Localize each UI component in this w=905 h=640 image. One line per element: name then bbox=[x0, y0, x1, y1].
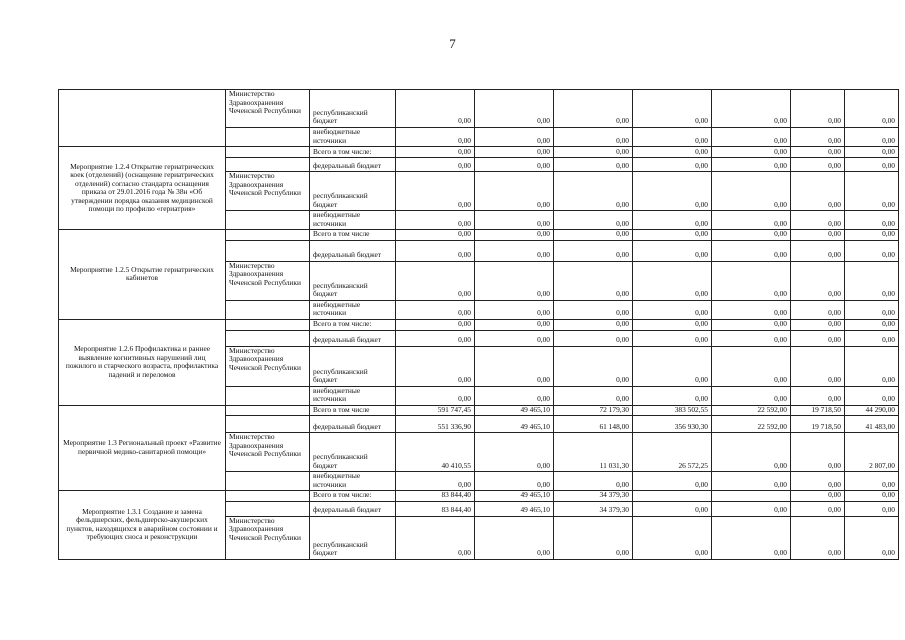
amount-cell bbox=[712, 491, 791, 502]
funding-source-cell: федеральный бюджет bbox=[310, 416, 396, 433]
amount-cell: 0,00 bbox=[712, 472, 791, 491]
amount-cell: 34 379,30 bbox=[554, 491, 633, 502]
executor-cell bbox=[226, 158, 310, 172]
amount-cell: 0,00 bbox=[396, 472, 475, 491]
executor-cell: Министерство Здравоохранения Чеченской Республики bbox=[226, 90, 310, 128]
amount-cell: 0,00 bbox=[554, 90, 633, 128]
amount-cell: 0,00 bbox=[475, 211, 554, 230]
amount-cell: 0,00 bbox=[791, 240, 845, 261]
amount-cell: 0,00 bbox=[791, 147, 845, 158]
event-name-cell: Мероприятие 1.2.6 Профилактика и раннее выявление когнитивных нарушений лиц пожилого и старческого возраста, профилактика падений и переломов bbox=[59, 319, 226, 405]
amount-cell: 19 718,50 bbox=[791, 416, 845, 433]
funding-source-cell: внебюджетные источники bbox=[310, 472, 396, 491]
amount-cell: 0,00 bbox=[712, 230, 791, 241]
amount-cell: 0,00 bbox=[475, 90, 554, 128]
amount-cell: 41 483,00 bbox=[845, 416, 899, 433]
amount-cell: 0,00 bbox=[791, 172, 845, 211]
funding-source-cell: Всего в том числе: bbox=[310, 319, 396, 330]
executor-cell bbox=[226, 147, 310, 158]
amount-cell: 0,00 bbox=[791, 386, 845, 405]
executor-cell bbox=[226, 128, 310, 147]
amount-cell: 0,00 bbox=[475, 230, 554, 241]
executor-cell: Министерство Здравоохранения Чеченской Республики bbox=[226, 172, 310, 211]
amount-cell: 383 502,55 bbox=[633, 405, 712, 416]
amount-cell: 0,00 bbox=[633, 300, 712, 319]
executor-cell bbox=[226, 405, 310, 416]
amount-cell: 591 747,45 bbox=[396, 405, 475, 416]
amount-cell: 0,00 bbox=[475, 158, 554, 172]
amount-cell: 0,00 bbox=[633, 128, 712, 147]
amount-cell: 0,00 bbox=[396, 330, 475, 346]
amount-cell: 0,00 bbox=[791, 491, 845, 502]
amount-cell: 0,00 bbox=[712, 433, 791, 472]
amount-cell: 0,00 bbox=[633, 346, 712, 386]
amount-cell: 0,00 bbox=[845, 240, 899, 261]
executor-cell bbox=[226, 319, 310, 330]
amount-cell: 0,00 bbox=[475, 300, 554, 319]
amount-cell: 0,00 bbox=[633, 386, 712, 405]
amount-cell: 0,00 bbox=[396, 346, 475, 386]
amount-cell: 0,00 bbox=[845, 230, 899, 241]
amount-cell: 0,00 bbox=[475, 261, 554, 300]
table-row bbox=[59, 405, 899, 416]
amount-cell: 0,00 bbox=[712, 90, 791, 128]
amount-cell: 0,00 bbox=[396, 158, 475, 172]
amount-cell: 0,00 bbox=[633, 516, 712, 559]
amount-cell: 0,00 bbox=[554, 346, 633, 386]
amount-cell: 0,00 bbox=[554, 300, 633, 319]
amount-cell: 0,00 bbox=[633, 261, 712, 300]
amount-cell: 0,00 bbox=[845, 128, 899, 147]
executor-cell bbox=[226, 300, 310, 319]
event-name-cell: Мероприятие 1.3 Региональный проект «Развитие первичной медико-санитарной помощи» bbox=[59, 405, 226, 491]
amount-cell: 0,00 bbox=[633, 472, 712, 491]
funding-source-cell: республиканский бюджет bbox=[310, 90, 396, 128]
funding-source-cell: внебюджетные источники bbox=[310, 128, 396, 147]
amount-cell: 83 844,40 bbox=[396, 501, 475, 516]
amount-cell: 0,00 bbox=[554, 211, 633, 230]
amount-cell: 0,00 bbox=[633, 501, 712, 516]
funding-source-cell: федеральный бюджет bbox=[310, 158, 396, 172]
amount-cell: 0,00 bbox=[475, 386, 554, 405]
executor-cell bbox=[226, 416, 310, 433]
amount-cell: 0,00 bbox=[475, 516, 554, 559]
table-row bbox=[59, 90, 899, 128]
amount-cell: 0,00 bbox=[396, 90, 475, 128]
amount-cell: 0,00 bbox=[712, 172, 791, 211]
amount-cell: 0,00 bbox=[633, 158, 712, 172]
amount-cell: 0,00 bbox=[396, 211, 475, 230]
amount-cell: 0,00 bbox=[554, 147, 633, 158]
amount-cell: 0,00 bbox=[633, 211, 712, 230]
funding-source-cell: республиканский бюджет bbox=[310, 516, 396, 559]
amount-cell: 0,00 bbox=[791, 319, 845, 330]
amount-cell: 0,00 bbox=[791, 90, 845, 128]
amount-cell: 0,00 bbox=[475, 147, 554, 158]
amount-cell: 0,00 bbox=[712, 261, 791, 300]
amount-cell: 0,00 bbox=[475, 346, 554, 386]
funding-source-cell: республиканский бюджет bbox=[310, 172, 396, 211]
amount-cell: 0,00 bbox=[712, 346, 791, 386]
amount-cell: 0,00 bbox=[633, 90, 712, 128]
amount-cell: 0,00 bbox=[791, 433, 845, 472]
funding-source-cell: федеральный бюджет bbox=[310, 240, 396, 261]
amount-cell: 0,00 bbox=[712, 158, 791, 172]
amount-cell: 0,00 bbox=[475, 433, 554, 472]
amount-cell: 0,00 bbox=[845, 386, 899, 405]
amount-cell: 0,00 bbox=[845, 346, 899, 386]
executor-cell bbox=[226, 501, 310, 516]
amount-cell bbox=[633, 491, 712, 502]
amount-cell: 0,00 bbox=[845, 147, 899, 158]
amount-cell: 49 465,10 bbox=[475, 491, 554, 502]
funding-source-cell: внебюджетные источники bbox=[310, 211, 396, 230]
amount-cell: 0,00 bbox=[791, 230, 845, 241]
amount-cell: 40 410,55 bbox=[396, 433, 475, 472]
executor-cell bbox=[226, 491, 310, 502]
table-row bbox=[59, 147, 899, 158]
funding-source-cell: Всего в том числе bbox=[310, 405, 396, 416]
amount-cell: 0,00 bbox=[712, 501, 791, 516]
amount-cell: 0,00 bbox=[845, 90, 899, 128]
funding-source-cell: республиканский бюджет bbox=[310, 433, 396, 472]
amount-cell: 0,00 bbox=[554, 386, 633, 405]
amount-cell: 0,00 bbox=[712, 147, 791, 158]
amount-cell: 0,00 bbox=[712, 386, 791, 405]
executor-cell: Министерство Здравоохранения Чеченской Республики bbox=[226, 346, 310, 386]
amount-cell: 0,00 bbox=[791, 516, 845, 559]
executor-cell: Министерство Здравоохранения Чеченской Республики bbox=[226, 433, 310, 472]
amount-cell: 22 592,00 bbox=[712, 405, 791, 416]
amount-cell: 44 290,00 bbox=[845, 405, 899, 416]
amount-cell: 2 807,00 bbox=[845, 433, 899, 472]
amount-cell: 0,00 bbox=[396, 386, 475, 405]
funding-source-cell: федеральный бюджет bbox=[310, 501, 396, 516]
amount-cell: 0,00 bbox=[633, 240, 712, 261]
page-number: 7 bbox=[449, 36, 456, 51]
amount-cell: 0,00 bbox=[712, 211, 791, 230]
amount-cell: 0,00 bbox=[845, 261, 899, 300]
amount-cell: 26 572,25 bbox=[633, 433, 712, 472]
amount-cell: 0,00 bbox=[791, 128, 845, 147]
amount-cell: 0,00 bbox=[633, 319, 712, 330]
amount-cell: 0,00 bbox=[475, 128, 554, 147]
amount-cell: 0,00 bbox=[845, 172, 899, 211]
amount-cell: 49 465,10 bbox=[475, 405, 554, 416]
amount-cell: 49 465,10 bbox=[475, 416, 554, 433]
amount-cell: 0,00 bbox=[475, 472, 554, 491]
amount-cell: 22 592,00 bbox=[712, 416, 791, 433]
amount-cell: 0,00 bbox=[554, 319, 633, 330]
amount-cell: 0,00 bbox=[396, 516, 475, 559]
executor-cell bbox=[226, 472, 310, 491]
amount-cell: 0,00 bbox=[554, 516, 633, 559]
amount-cell: 0,00 bbox=[712, 240, 791, 261]
amount-cell: 0,00 bbox=[791, 330, 845, 346]
amount-cell: 0,00 bbox=[845, 516, 899, 559]
amount-cell: 0,00 bbox=[396, 147, 475, 158]
amount-cell: 34 379,30 bbox=[554, 501, 633, 516]
amount-cell: 0,00 bbox=[845, 158, 899, 172]
amount-cell: 0,00 bbox=[475, 319, 554, 330]
amount-cell: 0,00 bbox=[712, 128, 791, 147]
amount-cell: 49 465,10 bbox=[475, 501, 554, 516]
funding-source-cell: республиканский бюджет bbox=[310, 261, 396, 300]
event-name-cell: Мероприятие 1.3.1 Создание и замена фельдшерских, фельдшерско-акушерских пунктов, находящихся в аварийном состоянии и требующих сноса и реконструкции bbox=[59, 491, 226, 560]
amount-cell: 0,00 bbox=[845, 472, 899, 491]
amount-cell: 0,00 bbox=[712, 319, 791, 330]
executor-cell: Министерство Здравоохранения Чеченской Республики bbox=[226, 261, 310, 300]
event-name-cell: Мероприятие 1.2.4 Открытие гериатрических коек (отделений) (оснащение гериатрических отделений) согласно стандарта оснащения приказа от 29.01.2016 года № 38н «Об утверждении порядка оказания медицинской помощи по профилю «гериатрия» bbox=[59, 147, 226, 230]
amount-cell: 19 718,50 bbox=[791, 405, 845, 416]
amount-cell: 0,00 bbox=[791, 501, 845, 516]
amount-cell: 0,00 bbox=[791, 346, 845, 386]
funding-source-cell: внебюджетные источники bbox=[310, 300, 396, 319]
amount-cell: 83 844,40 bbox=[396, 491, 475, 502]
amount-cell: 0,00 bbox=[845, 211, 899, 230]
table-row bbox=[59, 491, 899, 502]
amount-cell: 0,00 bbox=[633, 230, 712, 241]
amount-cell: 0,00 bbox=[633, 172, 712, 211]
amount-cell: 356 930,30 bbox=[633, 416, 712, 433]
amount-cell: 0,00 bbox=[554, 172, 633, 211]
amount-cell: 0,00 bbox=[845, 319, 899, 330]
amount-cell: 0,00 bbox=[845, 491, 899, 502]
amount-cell: 0,00 bbox=[396, 128, 475, 147]
amount-cell: 0,00 bbox=[712, 330, 791, 346]
funding-source-cell: внебюджетные источники bbox=[310, 386, 396, 405]
amount-cell: 0,00 bbox=[396, 261, 475, 300]
funding-source-cell: республиканский бюджет bbox=[310, 346, 396, 386]
amount-cell: 0,00 bbox=[554, 261, 633, 300]
amount-cell: 0,00 bbox=[396, 319, 475, 330]
amount-cell: 0,00 bbox=[712, 300, 791, 319]
amount-cell: 0,00 bbox=[791, 472, 845, 491]
amount-cell: 0,00 bbox=[396, 230, 475, 241]
amount-cell: 0,00 bbox=[475, 172, 554, 211]
amount-cell: 0,00 bbox=[475, 240, 554, 261]
executor-cell bbox=[226, 330, 310, 346]
amount-cell: 0,00 bbox=[633, 147, 712, 158]
amount-cell: 0,00 bbox=[845, 300, 899, 319]
executor-cell: Министерство Здравоохранения Чеченской Республики bbox=[226, 516, 310, 559]
amount-cell: 0,00 bbox=[791, 158, 845, 172]
amount-cell: 0,00 bbox=[845, 501, 899, 516]
executor-cell bbox=[226, 211, 310, 230]
amount-cell: 551 336,90 bbox=[396, 416, 475, 433]
amount-cell: 0,00 bbox=[396, 300, 475, 319]
funding-source-cell: Всего в том числе bbox=[310, 230, 396, 241]
executor-cell bbox=[226, 240, 310, 261]
amount-cell: 0,00 bbox=[791, 261, 845, 300]
amount-cell: 0,00 bbox=[554, 240, 633, 261]
funding-source-cell: Всего в том числе: bbox=[310, 147, 396, 158]
amount-cell: 0,00 bbox=[554, 128, 633, 147]
amount-cell: 0,00 bbox=[845, 330, 899, 346]
amount-cell: 0,00 bbox=[554, 330, 633, 346]
table-row bbox=[59, 319, 899, 330]
amount-cell: 0,00 bbox=[791, 211, 845, 230]
event-name-cell bbox=[59, 90, 226, 147]
event-name-cell: Мероприятие 1.2.5 Открытие гериатрических кабинетов bbox=[59, 230, 226, 320]
amount-cell: 0,00 bbox=[712, 516, 791, 559]
amount-cell: 0,00 bbox=[554, 472, 633, 491]
amount-cell: 11 031,30 bbox=[554, 433, 633, 472]
amount-cell: 0,00 bbox=[633, 330, 712, 346]
amount-cell: 0,00 bbox=[475, 330, 554, 346]
executor-cell bbox=[226, 230, 310, 241]
budget-table bbox=[58, 89, 899, 560]
funding-source-cell: Всего в том числе: bbox=[310, 491, 396, 502]
funding-source-cell: федеральный бюджет bbox=[310, 330, 396, 346]
amount-cell: 72 179,30 bbox=[554, 405, 633, 416]
executor-cell bbox=[226, 386, 310, 405]
amount-cell: 0,00 bbox=[791, 300, 845, 319]
amount-cell: 0,00 bbox=[396, 172, 475, 211]
amount-cell: 0,00 bbox=[396, 240, 475, 261]
amount-cell: 0,00 bbox=[554, 230, 633, 241]
table-row bbox=[59, 230, 899, 241]
amount-cell: 0,00 bbox=[554, 158, 633, 172]
amount-cell: 61 148,00 bbox=[554, 416, 633, 433]
